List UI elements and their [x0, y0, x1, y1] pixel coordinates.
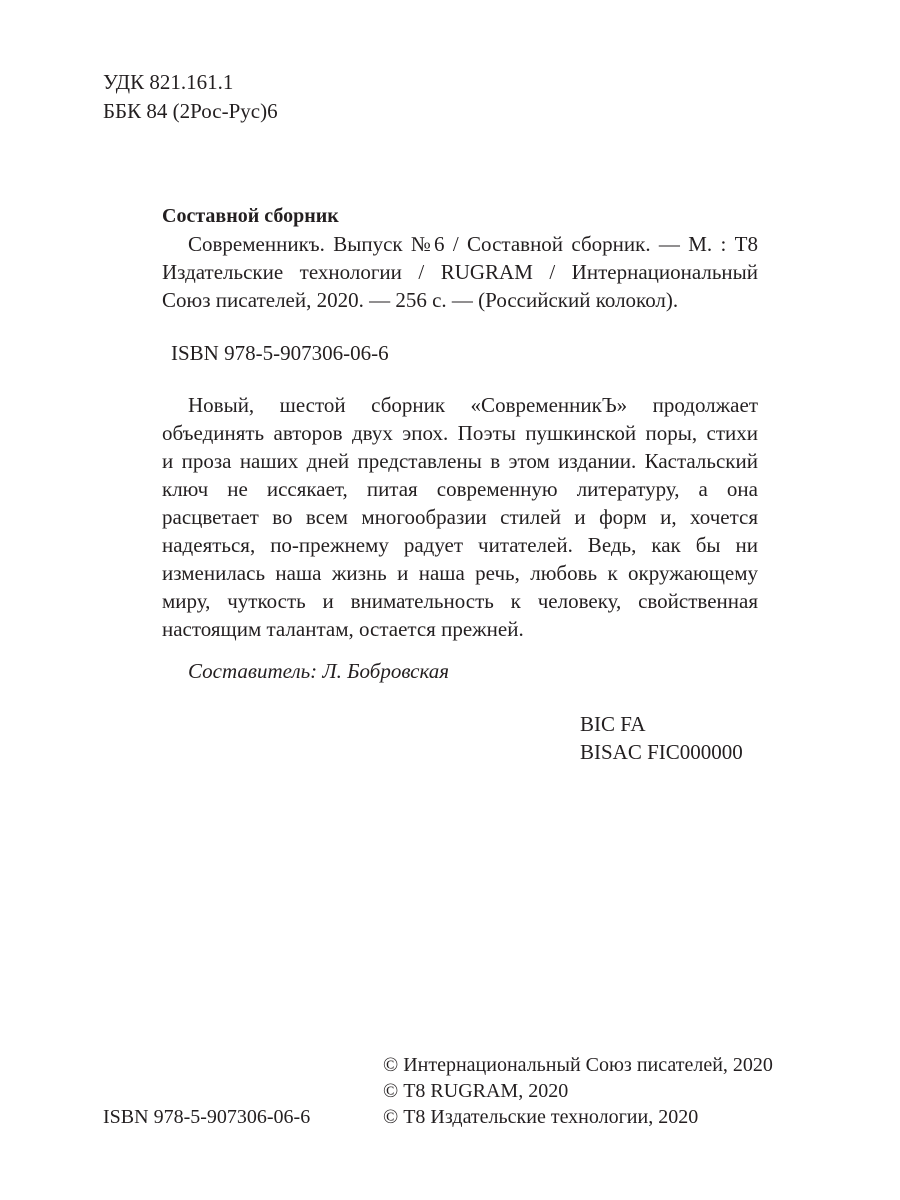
annotation-line-8: миру, чуткость и внимательность к человеку, свойственная: [162, 589, 758, 613]
udk-code: УДК 821.161.1: [103, 70, 234, 94]
bisac-code: BISAC FIC000000: [580, 740, 743, 764]
record-isbn: ISBN 978-5-907306-06-6: [171, 341, 389, 365]
description-line-1: Современникъ. Выпуск №6 / Составной сборник. — М. : Т8: [188, 232, 758, 256]
description-line-3: Союз писателей, 2020. — 256 с. — (Российский колокол).: [162, 288, 679, 312]
copyright-line-1: © Интернациональный Союз писателей, 2020: [383, 1054, 773, 1076]
annotation-line-2: объединять авторов двух эпох. Поэты пушкинской поры, стихи: [162, 421, 758, 445]
annotation-line-4: ключ не иссякает, питая современную литературу, а она: [162, 477, 758, 501]
copyright-line-2: © Т8 RUGRAM, 2020: [383, 1080, 569, 1102]
footer-isbn: ISBN 978-5-907306-06-6: [103, 1106, 311, 1128]
annotation-line-9: настоящим талантам, остается прежней.: [162, 617, 524, 641]
bic-code: BIC FA: [580, 712, 646, 736]
annotation-line-1: Новый, шестой сборник «СовременникЪ» продолжает: [188, 393, 758, 417]
annotation-line-6: надеяться, по-прежнему радует читателей. Ведь, как бы ни: [162, 533, 758, 557]
record-heading: Составной сборник: [162, 205, 339, 227]
annotation-line-7: изменилась наша жизнь и наша речь, любовь к окружающему: [162, 561, 758, 585]
copyright-line-3: © Т8 Издательские технологии, 2020: [383, 1106, 699, 1128]
annotation-line-3: и проза наших дней представлены в этом издании. Кастальский: [162, 449, 758, 473]
description-line-2: Издательские технологии / RUGRAM / Интернациональный: [162, 260, 758, 284]
compiler-credit: Составитель: Л. Бобровская: [188, 659, 450, 683]
bbk-code: ББК 84 (2Рос-Рус)6: [103, 99, 278, 123]
annotation-line-5: расцветает во всем многообразии стилей и форм и, хочется: [162, 505, 758, 529]
